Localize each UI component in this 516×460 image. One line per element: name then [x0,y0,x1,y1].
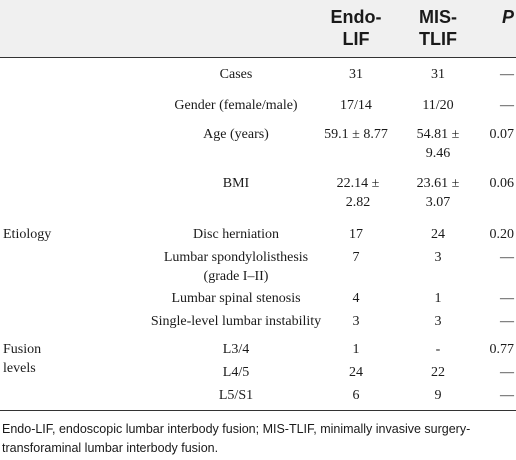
row-mis-value: 3 [434,250,442,265]
header-endo-lif: Endo- LIF [330,7,382,49]
row-mis-value: - [435,342,441,357]
row-mis-value: 3 [434,314,442,329]
row-endo-value: 22.14 ± 2.82 [336,176,380,210]
row-endo-value: 1 [352,342,360,357]
row-mis-value: 54.81 ± 9.46 [416,127,460,161]
row-endo-value: 7 [352,250,360,265]
row-group-label: Fusion levels [3,342,42,376]
table-footnote: Endo-LIF, endoscopic lumbar interbody fusion; MIS-TLIF, minimally invasive surgery-transforaminal lumbar interbody fusion. [2,422,471,455]
header-mis-tlif: MIS- TLIF [419,7,457,49]
header-rule [0,57,516,58]
row-endo-value: 59.1 ± 8.77 [324,127,388,142]
row-mis-value: 22 [431,365,445,380]
row-p-value: — [500,365,514,380]
row-variable: L3/4 [222,342,250,357]
row-variable: Age (years) [203,127,269,142]
row-variable: Single-level lumbar instability [150,314,322,329]
header-p-value: P [501,7,514,27]
row-variable: L5/S1 [218,388,254,403]
row-variable: Cases [219,67,253,82]
row-p-value: — [500,250,514,265]
row-mis-value: 23.61 ± 3.07 [416,176,460,210]
row-endo-value: 17 [349,227,363,242]
row-p-value: — [500,314,514,329]
row-variable: BMI [222,176,250,191]
row-endo-value: 24 [349,365,363,380]
row-mis-value: 9 [434,388,442,403]
row-p-value: 0.07 [489,127,514,142]
row-p-value: — [500,98,514,113]
row-endo-value: 6 [352,388,360,403]
row-p-value: — [500,291,514,306]
row-variable: Lumbar spondylolisthesis (grade I–II) [163,250,309,284]
row-variable: Disc herniation [193,227,279,242]
row-mis-value: 31 [431,67,445,82]
row-endo-value: 4 [352,291,360,306]
row-p-value: — [500,67,514,82]
row-p-value: — [500,388,514,403]
row-endo-value: 17/14 [340,98,372,113]
row-p-value: 0.77 [489,342,514,357]
row-p-value: 0.20 [489,227,514,242]
table-bottom-rule [0,410,516,411]
row-p-value: 0.06 [489,176,514,191]
row-endo-value: 3 [352,314,360,329]
row-variable: Lumbar spinal stenosis [171,291,301,306]
row-variable: L4/5 [222,365,250,380]
row-endo-value: 31 [349,67,363,82]
row-mis-value: 24 [431,227,445,242]
row-group-label: Etiology [3,227,52,242]
row-variable: Gender (female/male) [174,98,298,113]
row-mis-value: 1 [434,291,442,306]
row-mis-value: 11/20 [422,98,454,113]
